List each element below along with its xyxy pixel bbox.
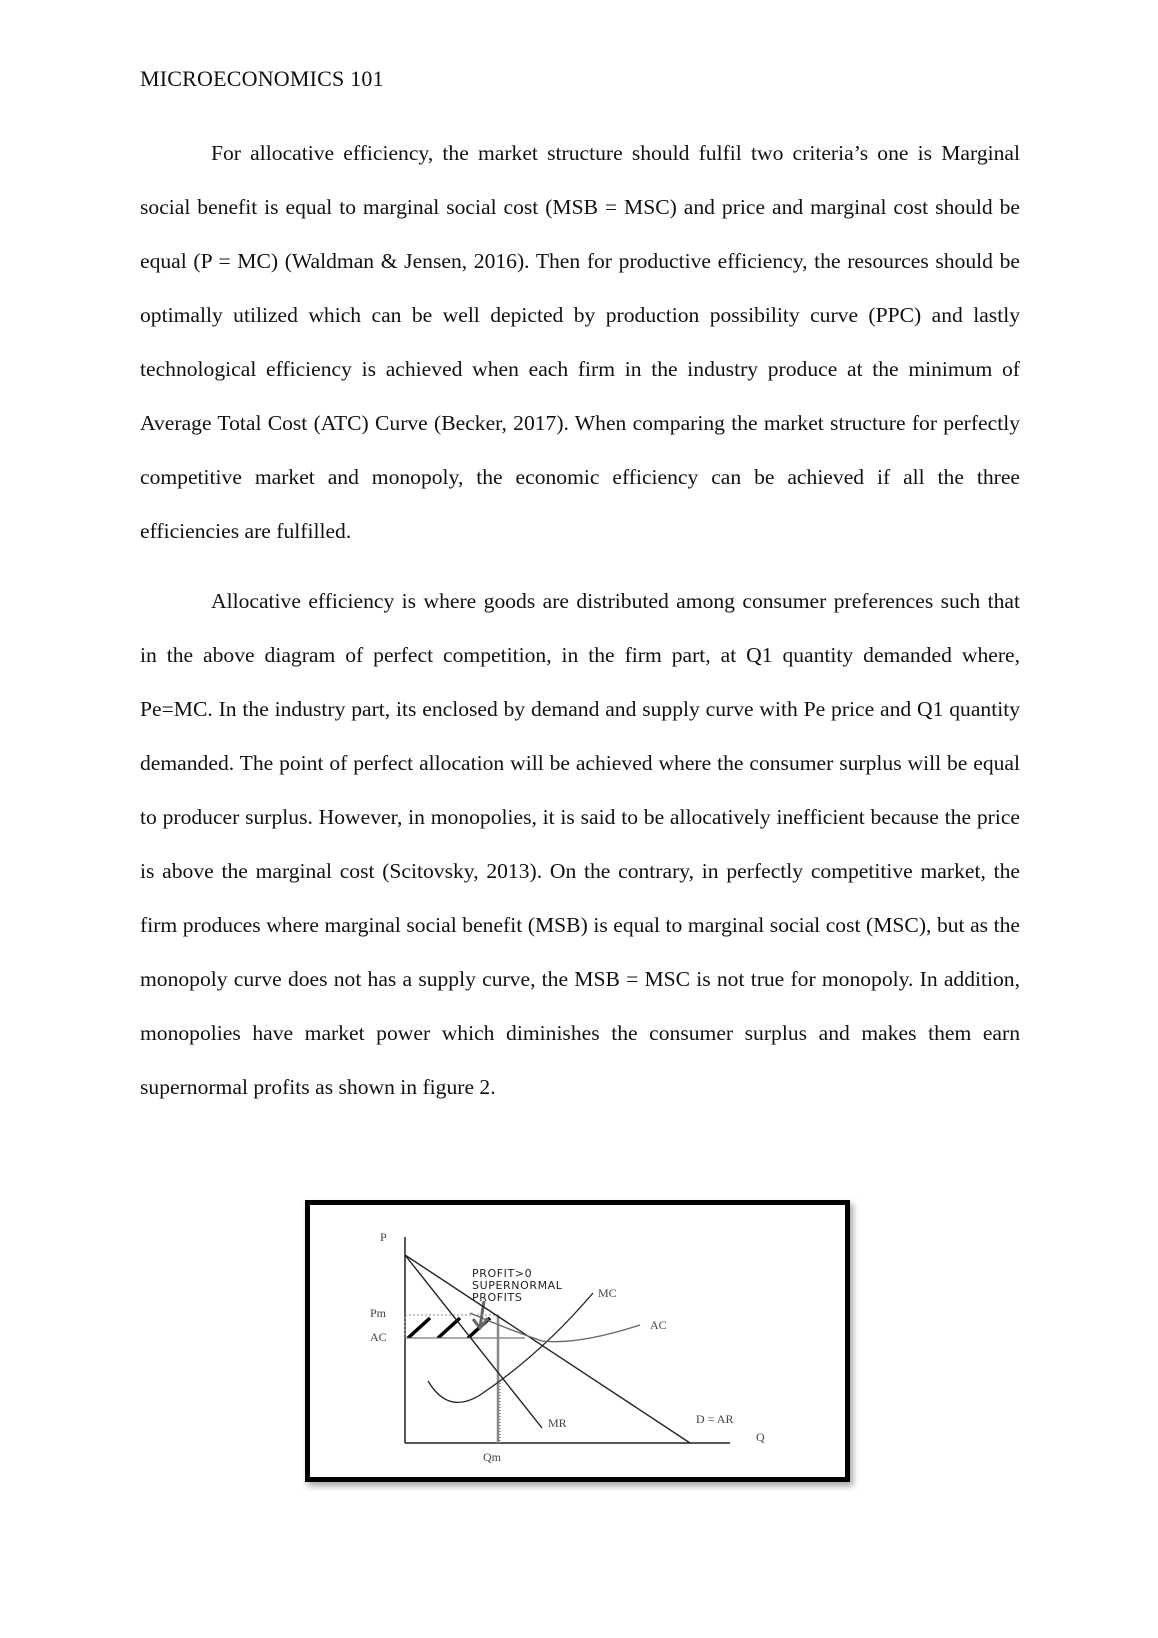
pm-label: Pm — [370, 1306, 387, 1320]
demand-label: D = AR — [696, 1412, 734, 1426]
ac-curve-label: AC — [650, 1318, 667, 1332]
mc-label: MC — [598, 1286, 617, 1300]
paragraph-2: Allocative efficiency is where goods are distributed among consumer preferences such that in the above diagram of perfect competition, in the firm part, at Q1 quantity demanded where, Pe=MC. In the industry part, its enclosed by demand and supply curve with Pe price and Q1 quantity demanded. The point of perfect allocation will be achieved where the consumer surplus will be equal to producer surplus. However, in monopolies, it is said to be allocatively inefficient because the price is above the marginal cost (Scitovsky, 2013). On the contrary, in perfectly competitive market, the firm produces where marginal social benefit (MSB) is equal to marginal social cost (MSC), but as the monopoly curve does not has a supply curve, the MSB = MSC is not true for monopoly. In addition, monopolies have market power which diminishes the consumer surplus and makes them earn supernormal profits as shown in figure 2. — [140, 589, 1020, 1099]
profit-label-2: SUPERNORMAL — [472, 1279, 563, 1292]
profit-label-1: PROFIT>0 — [472, 1267, 533, 1280]
monopoly-diagram — [305, 1200, 850, 1482]
paragraph-1: For allocative efficiency, the market structure should fulfil two criteria’s one is Marginal social benefit is equal to marginal social cost (MSB = MSC) and price and marginal cost should be equal (P = MC) (Waldman & Jensen, 2016). Then for productive efficiency, the resources should be optimally utilized which can be well depicted by production possibility curve (PPC) and lastly technological efficiency is achieved when each firm in the industry produce at the minimum of Average Total Cost (ATC) Curve (Becker, 2017). When comparing the market structure for perfectly competitive market and monopoly, the economic efficiency can be achieved if all the three efficiencies are fulfilled. — [140, 141, 1020, 543]
axis-y-label: P — [380, 1230, 387, 1244]
profit-hatching — [408, 1318, 490, 1338]
axis-x-label: Q — [756, 1430, 765, 1444]
qm-label: Qm — [483, 1450, 501, 1464]
profit-label-3: PROFITS — [472, 1291, 523, 1304]
mr-label: MR — [548, 1416, 567, 1430]
running-head: MICROECONOMICS 101 — [140, 66, 384, 91]
mc-curve — [428, 1293, 593, 1402]
ac-curve — [470, 1313, 640, 1342]
ac-price-label: AC — [370, 1330, 387, 1344]
